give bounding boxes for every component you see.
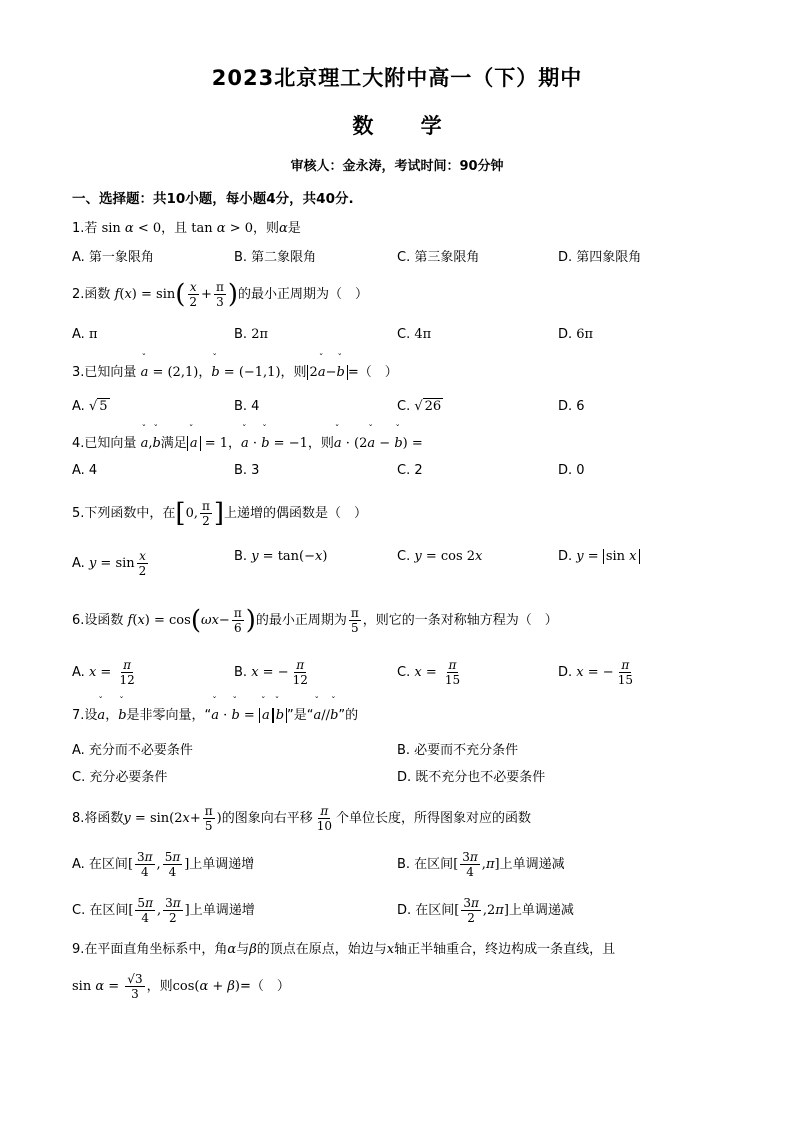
q3-option-d[interactable]: D. 6 [558, 399, 585, 414]
q3-option-b[interactable]: B. 4 [234, 399, 260, 414]
q8-option-d[interactable]: D. 在区间[ $\frac{3\pi}{2}$ ,2π]上单调递减 [397, 896, 574, 925]
q4-option-d[interactable]: D. 0 [558, 463, 585, 478]
q5-option-c[interactable]: C. y = cos 2x [397, 549, 483, 564]
subject-title: 数 学 [352, 114, 442, 138]
question-7: 7.设ˇ a，ˇ b是非零向量，“ˇ a · ˇ b = ˇ aˇ b ”是“ˇ a//ˇ b”的 [72, 704, 358, 723]
page-title: 2023北京理工大附中高一（下）期中 [211, 66, 583, 90]
q6-option-a[interactable]: A. x = $\frac{\pi}{12}$ [72, 658, 135, 687]
q1-option-a[interactable]: A. 第一象限角 [72, 250, 154, 265]
q1-option-c[interactable]: C. 第三象限角 [397, 250, 480, 265]
q3-option-c[interactable]: C. √ 26 [397, 399, 442, 414]
q6-option-b[interactable]: B. x = − $\frac{\pi}{12}$ [234, 658, 308, 687]
q5-option-d[interactable]: D. y = sin x [558, 549, 640, 564]
q6-option-d[interactable]: D. x = − $\frac{\pi}{15}$ [558, 658, 633, 687]
question-9-cont: sin α = $\frac{√3}{3}$ ，则cos(α + β)=（ ） [72, 972, 290, 1001]
q7-option-c[interactable]: C. 充分必要条件 [72, 770, 168, 785]
q2-option-d[interactable]: D. 6π [558, 327, 594, 342]
q2-option-b[interactable]: B. 2π [234, 327, 269, 342]
q4-option-a[interactable]: A. 4 [72, 463, 98, 478]
reviewer-line: 审核人：金永涛，考试时间：90分钟 [290, 159, 504, 174]
q4-option-c[interactable]: C. 2 [397, 463, 423, 478]
question-4: 4.已知向量 ˇ a,ˇ b满足ˇ a = 1，ˇ a · ˇ b = −1，则ˇ a · (2ˇ a − ˇ b) = [72, 432, 423, 451]
question-8: 8.将函数y = sin(2x+ $\frac{\pi}{5}$ )的图象向右平移 $\frac{\pi}{10}$ 个单位长度，所得图象对应的函数 [72, 804, 532, 833]
question-1: 1.若 sin α < 0，且 tan α > 0，则α是 [72, 221, 301, 236]
q5-option-b[interactable]: B. y = tan(−x) [234, 549, 328, 564]
q7-option-a[interactable]: A. 充分而不必要条件 [72, 743, 193, 758]
q1-option-d[interactable]: D. 第四象限角 [558, 250, 642, 265]
question-3: 3.已知向量 ˇ a = (2,1)，ˇ b = (−1,1)，则 2ˇ a−ˇ b =（ ） [72, 361, 398, 380]
question-5: 5.下列函数中，在[0, $\frac{\pi}{2}$ ]上递增的偶函数是（ ） [72, 498, 368, 529]
q7-option-d[interactable]: D. 既不充分也不必要条件 [397, 770, 546, 785]
q8-option-a[interactable]: A. 在区间[ $\frac{3\pi}{4}$ , $\frac{5\pi}{4}$ ]上单调递增 [72, 850, 255, 879]
q2-option-c[interactable]: C. 4π [397, 327, 432, 342]
q4-option-b[interactable]: B. 3 [234, 463, 260, 478]
q3-option-a[interactable]: A. √ 5 [72, 399, 108, 414]
q8-option-b[interactable]: B. 在区间[ $\frac{3\pi}{4}$ ,π]上单调递减 [397, 850, 565, 879]
q5-option-a[interactable]: A. y = sin $\frac{x}{2}$ [72, 549, 147, 578]
question-9: 9.在平面直角坐标系中，角α与β的顶点在原点，始边与x轴正半轴重合，终边构成一条直线，且 [72, 942, 616, 957]
section-heading: 一、选择题：共10小题，每小题4分，共40分. [72, 191, 354, 207]
q1-option-b[interactable]: B. 第二象限角 [234, 250, 317, 265]
q7-option-b[interactable]: B. 必要而不充分条件 [397, 743, 519, 758]
q6-option-c[interactable]: C. x = $\frac{\pi}{15}$ [397, 658, 461, 687]
q8-option-c[interactable]: C. 在区间[ $\frac{5\pi}{4}$ , $\frac{3\pi}{2}$ ]上单调递增 [72, 896, 255, 925]
question-6: 6.设函数 f(x) = cos(ωx− $\frac{\pi}{6}$ )的最小正周期为 $\frac{\pi}{5}$ ，则它的一条对称轴方程为（ ） [72, 605, 558, 636]
q2-option-a[interactable]: A. π [72, 327, 98, 342]
question-2: 2.函数 f(x) = sin( $\frac{x}{2}$ + $\frac{\pi}{3}$ )的最小正周期为（ ） [72, 279, 368, 310]
